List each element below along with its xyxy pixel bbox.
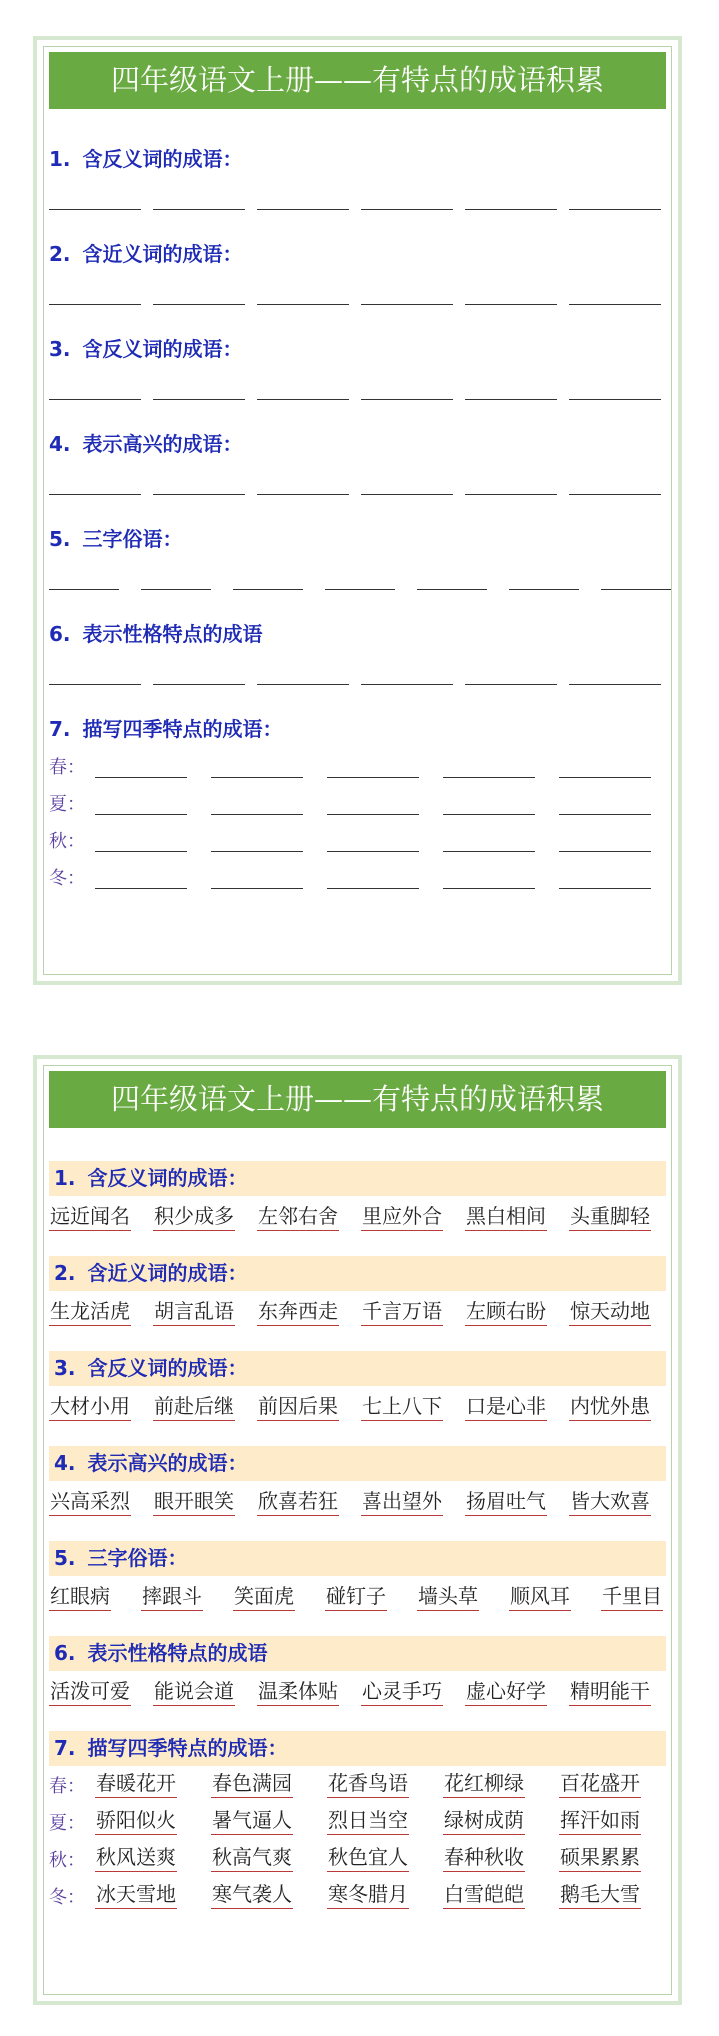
idiom-answer: 白雪皑皑	[443, 1880, 525, 1909]
answer-blank[interactable]	[257, 187, 349, 210]
answer-blanks	[49, 272, 666, 312]
answer-blank[interactable]	[443, 829, 535, 852]
answer-blank[interactable]	[559, 792, 651, 815]
idiom-answer: 黑白相间	[465, 1202, 547, 1231]
answer-blank[interactable]	[257, 377, 349, 400]
idiom-answer: 欣喜若狂	[257, 1487, 339, 1516]
idiom-answer: 挥汗如雨	[559, 1806, 641, 1835]
answer-blank[interactable]	[443, 866, 535, 889]
season-row-summer	[49, 784, 666, 821]
idiom-answer: 活泼可爱	[49, 1677, 131, 1706]
season-row-winter	[49, 858, 666, 895]
idiom-answer: 千言万语	[361, 1297, 443, 1326]
answer-blank[interactable]	[465, 472, 557, 495]
idiom-answer: 温柔体贴	[257, 1677, 339, 1706]
answer-blank[interactable]	[509, 567, 579, 590]
section-antonym-idioms-2	[49, 332, 666, 407]
answer-blank[interactable]	[559, 866, 651, 889]
answer-blank[interactable]	[95, 866, 187, 889]
idiom-answer: 鹅毛大雪	[559, 1880, 641, 1909]
idiom-answer: 喜出望外	[361, 1487, 443, 1516]
season-row-autumn	[49, 1840, 666, 1877]
section-happy-idioms	[49, 427, 666, 502]
answer-blank[interactable]	[569, 377, 661, 400]
section-three-char-sayings	[49, 1541, 666, 1620]
season-label: 冬：	[49, 868, 85, 889]
answer-blank[interactable]	[49, 472, 141, 495]
answer-blanks	[49, 462, 666, 502]
answer-blank[interactable]	[465, 187, 557, 210]
worksheet-card	[33, 36, 682, 985]
answer-blank[interactable]	[257, 472, 349, 495]
idiom-answer: 春种秋收	[443, 1843, 525, 1872]
idiom-answer: 春色满园	[211, 1769, 293, 1798]
idiom-answer: 笑面虎	[233, 1582, 295, 1611]
season-row-spring	[49, 747, 666, 784]
answer-blank[interactable]	[49, 662, 141, 685]
answer-blanks	[49, 652, 666, 692]
idiom-answer: 扬眉吐气	[465, 1487, 547, 1516]
worksheet-title: 四年级语文上册——有特点的成语积累	[49, 1071, 666, 1128]
answer-blank[interactable]	[361, 472, 453, 495]
idiom-answer: 能说会道	[153, 1677, 235, 1706]
answer-blank[interactable]	[49, 187, 141, 210]
answer-blank[interactable]	[601, 567, 671, 590]
section-title: 2. 含近义词的成语：	[49, 1256, 666, 1291]
answer-blank[interactable]	[49, 282, 141, 305]
idiom-answer: 眼开眼笑	[153, 1487, 235, 1516]
idiom-answer: 前赴后继	[153, 1392, 235, 1421]
section-season-idioms	[49, 712, 666, 895]
answer-blank[interactable]	[361, 377, 453, 400]
idiom-answer: 硕果累累	[559, 1843, 641, 1872]
season-label: 秋：	[49, 831, 85, 852]
idiom-answer: 皆大欢喜	[569, 1487, 651, 1516]
answer-blank[interactable]	[95, 755, 187, 778]
answer-blank[interactable]	[559, 755, 651, 778]
idiom-answer: 烈日当空	[327, 1806, 409, 1835]
answer-blank[interactable]	[211, 792, 303, 815]
idiom-answer: 秋色宜人	[327, 1843, 409, 1872]
idiom-answer: 前因后果	[257, 1392, 339, 1421]
idiom-answer: 花红柳绿	[443, 1769, 525, 1798]
season-label: 春：	[49, 757, 85, 778]
answer-blank[interactable]	[569, 662, 661, 685]
answer-blank[interactable]	[569, 187, 661, 210]
idiom-answer: 百花盛开	[559, 1769, 641, 1798]
answer-blank[interactable]	[49, 377, 141, 400]
idiom-answer: 虚心好学	[465, 1677, 547, 1706]
answer-blank[interactable]	[141, 567, 211, 590]
season-row-summer	[49, 1803, 666, 1840]
idiom-answer: 绿树成荫	[443, 1806, 525, 1835]
idiom-answer: 千里目	[601, 1582, 663, 1611]
idiom-answer: 寒气袭人	[211, 1880, 293, 1909]
section-title: 7. 描写四季特点的成语：	[49, 1731, 666, 1766]
answer-blank[interactable]	[361, 187, 453, 210]
idiom-answer: 里应外合	[361, 1202, 443, 1231]
section-title: 5. 三字俗语：	[49, 527, 183, 551]
answer-blank[interactable]	[211, 755, 303, 778]
idiom-answer: 暑气逼人	[211, 1806, 293, 1835]
section-season-idioms	[49, 1731, 666, 1914]
section-title: 4. 表示高兴的成语：	[49, 1446, 666, 1481]
section-antonym-idioms-2	[49, 1351, 666, 1430]
idiom-answer: 积少成多	[153, 1202, 235, 1231]
idiom-answer: 内忧外患	[569, 1392, 651, 1421]
answer-row	[49, 1386, 666, 1430]
idiom-answer: 骄阳似火	[95, 1806, 177, 1835]
section-personality-idioms	[49, 1636, 666, 1715]
answer-row	[49, 1671, 666, 1715]
idiom-answer: 七上八下	[361, 1392, 443, 1421]
section-happy-idioms	[49, 1446, 666, 1525]
answer-blank[interactable]	[569, 282, 661, 305]
season-label: 冬：	[49, 1887, 85, 1908]
idiom-answer: 秋风送爽	[95, 1843, 177, 1872]
idiom-answer: 碰钉子	[325, 1582, 387, 1611]
answer-blank[interactable]	[211, 829, 303, 852]
answer-blank[interactable]	[153, 282, 245, 305]
section-three-char-sayings	[49, 522, 666, 597]
season-label: 春：	[49, 1776, 85, 1797]
section-title: 1. 含反义词的成语：	[49, 1161, 666, 1196]
answer-blank[interactable]	[465, 377, 557, 400]
idiom-answer: 摔跟斗	[141, 1582, 203, 1611]
answer-blanks	[49, 367, 666, 407]
season-row-spring	[49, 1766, 666, 1803]
card-inner-frame	[43, 46, 672, 975]
section-title: 3. 含反义词的成语：	[49, 1351, 666, 1386]
section-personality-idioms	[49, 617, 666, 692]
season-label: 夏：	[49, 794, 85, 815]
answer-blank[interactable]	[257, 282, 349, 305]
card-inner-frame	[43, 1065, 672, 1995]
section-title: 1. 含反义词的成语：	[49, 147, 243, 171]
answer-blank[interactable]	[443, 755, 535, 778]
idiom-answer: 冰天雪地	[95, 1880, 177, 1909]
season-row-winter	[49, 1877, 666, 1914]
section-title: 4. 表示高兴的成语：	[49, 432, 243, 456]
answer-blank[interactable]	[327, 866, 419, 889]
answer-blank[interactable]	[153, 472, 245, 495]
answer-blank[interactable]	[233, 567, 303, 590]
answer-card	[33, 1055, 682, 2005]
answer-blank[interactable]	[95, 829, 187, 852]
answer-blanks	[49, 177, 666, 217]
section-title: 6. 表示性格特点的成语	[49, 622, 263, 646]
section-title: 5. 三字俗语：	[49, 1541, 666, 1576]
answer-blank[interactable]	[153, 187, 245, 210]
section-synonym-idioms	[49, 237, 666, 312]
section-title: 7. 描写四季特点的成语：	[49, 717, 283, 741]
answer-blank[interactable]	[153, 662, 245, 685]
answer-blank[interactable]	[443, 792, 535, 815]
answer-blank[interactable]	[417, 567, 487, 590]
idiom-answer: 左邻右舍	[257, 1202, 339, 1231]
idiom-answer: 兴高采烈	[49, 1487, 131, 1516]
answer-blank[interactable]	[257, 662, 349, 685]
answer-blank[interactable]	[361, 662, 453, 685]
section-synonym-idioms	[49, 1256, 666, 1335]
season-label: 夏：	[49, 1813, 85, 1834]
idiom-answer: 大材小用	[49, 1392, 131, 1421]
idiom-answer: 东奔西走	[257, 1297, 339, 1326]
answer-row	[49, 1576, 666, 1620]
answer-blank[interactable]	[49, 567, 119, 590]
answer-blank[interactable]	[153, 377, 245, 400]
answer-blank[interactable]	[361, 282, 453, 305]
section-title: 2. 含近义词的成语：	[49, 242, 243, 266]
answer-blank[interactable]	[327, 829, 419, 852]
idiom-answer: 胡言乱语	[153, 1297, 235, 1326]
answer-blank[interactable]	[465, 662, 557, 685]
season-label: 秋：	[49, 1850, 85, 1871]
idiom-answer: 墙头草	[417, 1582, 479, 1611]
answer-row	[49, 1196, 666, 1240]
idiom-answer: 寒冬腊月	[327, 1880, 409, 1909]
answer-blank[interactable]	[211, 866, 303, 889]
answer-blank[interactable]	[559, 829, 651, 852]
idiom-answer: 惊天动地	[569, 1297, 651, 1326]
section-title: 6. 表示性格特点的成语	[49, 1636, 666, 1671]
answer-blank[interactable]	[327, 755, 419, 778]
idiom-answer: 红眼病	[49, 1582, 111, 1611]
idiom-answer: 秋高气爽	[211, 1843, 293, 1872]
idiom-answer: 远近闻名	[49, 1202, 131, 1231]
worksheet-title: 四年级语文上册——有特点的成语积累	[49, 52, 666, 109]
answer-row	[49, 1291, 666, 1335]
idiom-answer: 生龙活虎	[49, 1297, 131, 1326]
answer-blank[interactable]	[95, 792, 187, 815]
answer-blank[interactable]	[465, 282, 557, 305]
idiom-answer: 春暖花开	[95, 1769, 177, 1798]
section-antonym-idioms	[49, 1161, 666, 1240]
answer-blank[interactable]	[569, 472, 661, 495]
idiom-answer: 顺风耳	[509, 1582, 571, 1611]
answer-blanks	[49, 557, 666, 597]
idiom-answer: 精明能干	[569, 1677, 651, 1706]
answer-blank[interactable]	[327, 792, 419, 815]
answer-row	[49, 1481, 666, 1525]
season-row-autumn	[49, 821, 666, 858]
idiom-answer: 头重脚轻	[569, 1202, 651, 1231]
answer-blank[interactable]	[325, 567, 395, 590]
idiom-answer: 花香鸟语	[327, 1769, 409, 1798]
idiom-answer: 口是心非	[465, 1392, 547, 1421]
section-title: 3. 含反义词的成语：	[49, 337, 243, 361]
idiom-answer: 心灵手巧	[361, 1677, 443, 1706]
idiom-answer: 左顾右盼	[465, 1297, 547, 1326]
section-antonym-idioms	[49, 142, 666, 217]
